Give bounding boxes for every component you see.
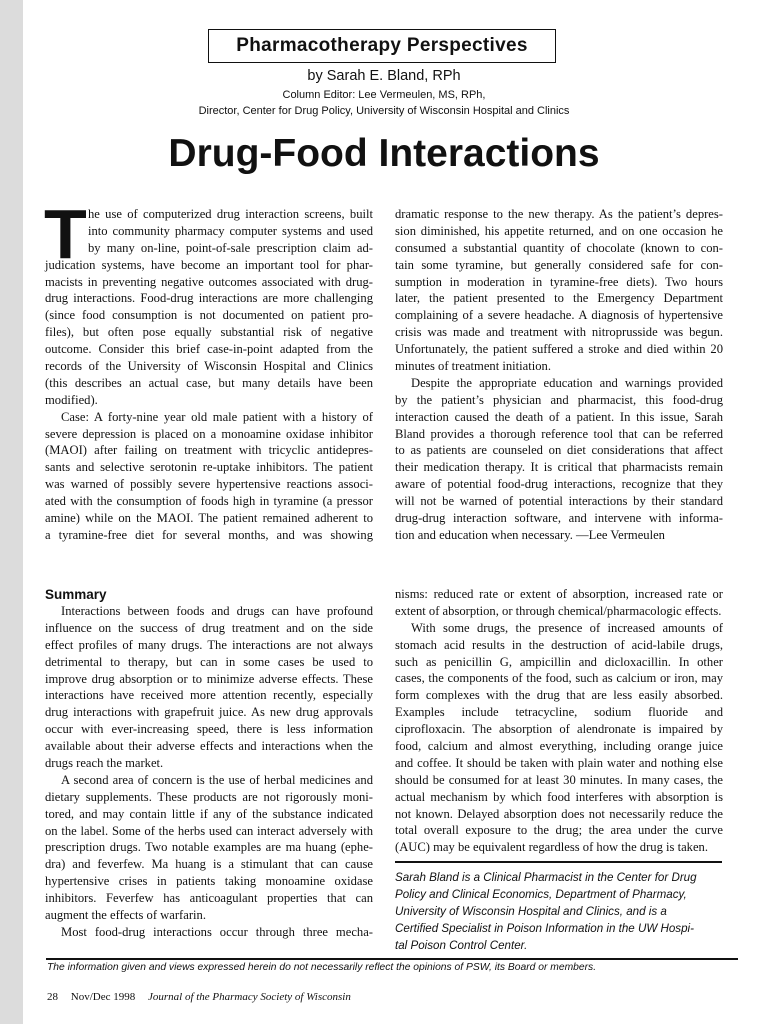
text-line: records of the University of Wisconsin Hospital and Clinics	[45, 359, 373, 374]
text-line: form complexes with the drug that are less easily absorbed.	[395, 688, 723, 703]
text-line: inhibitors. Feverfew has anticoagulant properties that can	[45, 891, 373, 906]
text-line: complaining of a severe headache. A diagnosis of hypertensive	[395, 308, 723, 323]
text-line: Bland provides a thorough reference tool that can be referred	[395, 426, 723, 441]
text-line: and coffee. It should be taken with plain water and nothing else	[395, 755, 723, 770]
text-line: (this describes an actual case, but many details have been	[45, 375, 373, 390]
text-line: tion and education when necessary. —Lee Vermeulen	[395, 527, 665, 542]
text-line: was warned of possibly severe hypertensive reactions associ-	[45, 477, 373, 492]
text-line: sumption in moderation in tyramine-free diets). Two hours	[395, 274, 723, 289]
text-line: will not be warned of potential interactions by their standard	[395, 494, 723, 509]
text-line: consumed a substantial quantity of chocolate (known to con-	[395, 240, 723, 255]
text-line: not known. Delayed absorption does not necessarily reduce the	[395, 806, 723, 821]
text-line: influence on the success of drug treatment and on the side	[45, 620, 373, 635]
text-line: effect profiles of many drugs. The interactions are not always	[45, 637, 373, 652]
section-banner: Pharmacotherapy Perspectives	[208, 29, 556, 63]
text-line: into community pharmacy computer systems and used	[88, 223, 373, 238]
text-line: judication systems, have become an important tool for phar-	[45, 257, 373, 272]
text-line: outcome. Consider this brief case-in-point adapted from the	[45, 342, 373, 357]
text-line: their medication therapy. It is critical that pharmacists remain	[395, 460, 723, 475]
text-line: drugs reach the market.	[45, 756, 164, 771]
text-line: such as penicillin G, ampicillin and dicloxacillin. In other	[395, 654, 723, 669]
text-line: crisis was made and treatment with nitroprusside was begun.	[395, 325, 723, 340]
text-line: interactions have received more attention recently, especially	[45, 688, 373, 703]
page-number: 28	[47, 991, 58, 1003]
text-line: (MAOI) after failing on treatment with tricyclic antidepres-	[45, 443, 373, 458]
text-line: files), but often pose equally substantial risk of negative	[45, 325, 373, 340]
disclaimer: The information given and views expressed herein do not necessarily reflect the opinions of PSW, its Board or members.	[47, 962, 597, 973]
text-line: tored, and may contain little if any of the substance indicated	[45, 806, 373, 821]
column-editor-line: Column Editor: Lee Vermeulen, MS, RPh,	[282, 89, 486, 101]
text-line: macists in preventing negative outcomes associated with drug-	[45, 274, 373, 289]
bio-line: Certified Specialist in Poison Information in the UW Hospi-	[395, 922, 694, 935]
text-line: minutes of treatment initiation.	[395, 359, 551, 374]
text-line: Case: A forty-nine year old male patient with a history of	[61, 409, 373, 424]
text-line: by many on-line, point-of-sale prescription claim ad-	[88, 240, 373, 255]
text-line: interaction caused the death of a patient. In this issue, Sarah	[395, 409, 723, 424]
text-line: total overall exposure to the drug; the area under the curve	[395, 823, 723, 838]
text-line: extent of absorption, or through chemical/pharmacologic effects.	[395, 603, 722, 618]
text-line: improve drug absorption or to minimize adverse effects. These	[45, 671, 373, 686]
issue-date: Nov/Dec 1998	[70, 991, 136, 1003]
text-line: Unfortunately, the patient suffered a stroke and died within 20	[395, 342, 723, 357]
text-line: to as patients are counseled on diet considerations that affect	[395, 443, 723, 458]
text-line: ated with the consumption of foods high in tyramine (a pressor	[45, 494, 373, 509]
bio-line: University of Wisconsin Hospital and Clinics, and is a	[395, 905, 667, 918]
text-line: Despite the appropriate education and warnings provided	[411, 375, 723, 390]
bio-line: Policy and Clinical Economics, Department of Pharmacy,	[395, 888, 687, 901]
text-line: tain some tyramine, but generally considered safe for con-	[395, 257, 723, 272]
text-line: amine) while on the MAOI. The patient remained adherent to	[45, 511, 373, 526]
page-footer	[47, 990, 361, 1004]
text-line: Examples include tetracycline, sodium fluoride and	[395, 705, 723, 720]
text-line: occur with ever-increasing speed, there is less information	[45, 722, 373, 737]
drop-cap: T	[44, 195, 87, 273]
text-line: (AUC) may be equivalent regardless of how the drug is taken.	[395, 840, 709, 855]
summary-column-right	[395, 586, 723, 856]
text-line: a tyramine-free diet for several months, and was showing	[45, 527, 373, 542]
bio-line: tal Poison Control Center.	[395, 939, 528, 952]
text-line: modified).	[45, 392, 98, 407]
editor-affiliation-line: Director, Center for Drug Policy, University of Wisconsin Hospital and Clinics	[198, 105, 570, 117]
text-line: ciprofloxacin. The absorption of alendronate is impaired by	[395, 722, 723, 737]
text-line: aware of potential food-drug interactions, recognize that they	[395, 477, 723, 492]
text-line: detrimental to therapy, but can in some cases be used to	[45, 654, 373, 669]
author-byline: by Sarah E. Bland, RPh	[307, 68, 461, 84]
summary-column-left	[45, 603, 373, 941]
text-line: Interactions between foods and drugs can have profound	[61, 604, 373, 618]
text-line: by the patient’s physician and pharmacist, this food-drug	[395, 392, 723, 407]
text-line: drug interactions with grapefruit juice. As new drug approvals	[45, 705, 373, 720]
text-line: cases, the components of the food, such as calcium or iron, may	[395, 671, 723, 686]
text-line: drug interactions. Food-drug interactions are more challenging	[45, 291, 373, 306]
text-line: on the label. Some of the herbs used can interact adversely with	[45, 823, 373, 838]
summary-heading: Summary	[45, 587, 107, 602]
journal-name: Journal of the Pharmacy Society of Wisconsin	[147, 991, 351, 1003]
text-line: later, the patient presented to the Emergency Department	[395, 291, 723, 306]
author-bio	[395, 869, 725, 954]
text-line: should be consumed for at least 30 minutes. In many cases, the	[395, 772, 723, 787]
text-line: nisms: reduced rate or extent of absorption, increased rate or	[395, 587, 723, 601]
text-line: prescription drugs. Two notable examples are ma huang (ephe-	[45, 840, 373, 855]
text-line: With some drugs, the presence of increased amounts of	[411, 620, 723, 635]
text-line: dramatic response to the new therapy. As the patient’s depres-	[395, 207, 723, 221]
text-line: food, calcium and almost everything, including orange juice	[395, 739, 723, 754]
text-line: available about their adverse effects and interactions when the	[45, 739, 373, 754]
text-line: severe depression is placed on a monoamine oxidase inhibitor	[45, 426, 373, 441]
text-line: hypertensive crises in patients taking monoamine oxidase	[45, 874, 373, 889]
text-line: sants and selective serotonin re-uptake inhibitors. The patient	[45, 460, 373, 475]
text-line: he use of computerized drug interaction screens, built	[88, 207, 373, 221]
footer-divider	[46, 958, 738, 960]
text-line: (since food consumption is not documented on patient pro-	[45, 308, 373, 323]
article-title: Drug-Food Interactions	[168, 132, 600, 175]
bio-line: Sarah Bland is a Clinical Pharmacist in the Center for Drug	[395, 871, 697, 884]
intro-column-left	[45, 206, 373, 544]
text-line: stomach acid results in the destruction of acid-labile drugs,	[395, 637, 723, 652]
text-line: sion diminished, his appetite returned, and on one occasion he	[395, 223, 723, 238]
text-line: actual mechanism by which food interferes with absorption is	[395, 789, 723, 804]
text-line: augment the effects of warfarin.	[45, 908, 206, 923]
text-line: Most food-drug interactions occur through three mecha-	[61, 924, 373, 939]
text-line: drug-drug interaction software, and intervene with informa-	[395, 511, 723, 526]
text-line: dra) and feverfew. Ma huang is a stimulant that can cause	[45, 857, 373, 872]
bio-divider	[395, 861, 722, 863]
text-line: A second area of concern is the use of herbal medicines and	[61, 772, 373, 787]
intro-column-right	[395, 206, 723, 544]
text-line: dietary supplements. These products are not rigorously moni-	[45, 789, 373, 804]
